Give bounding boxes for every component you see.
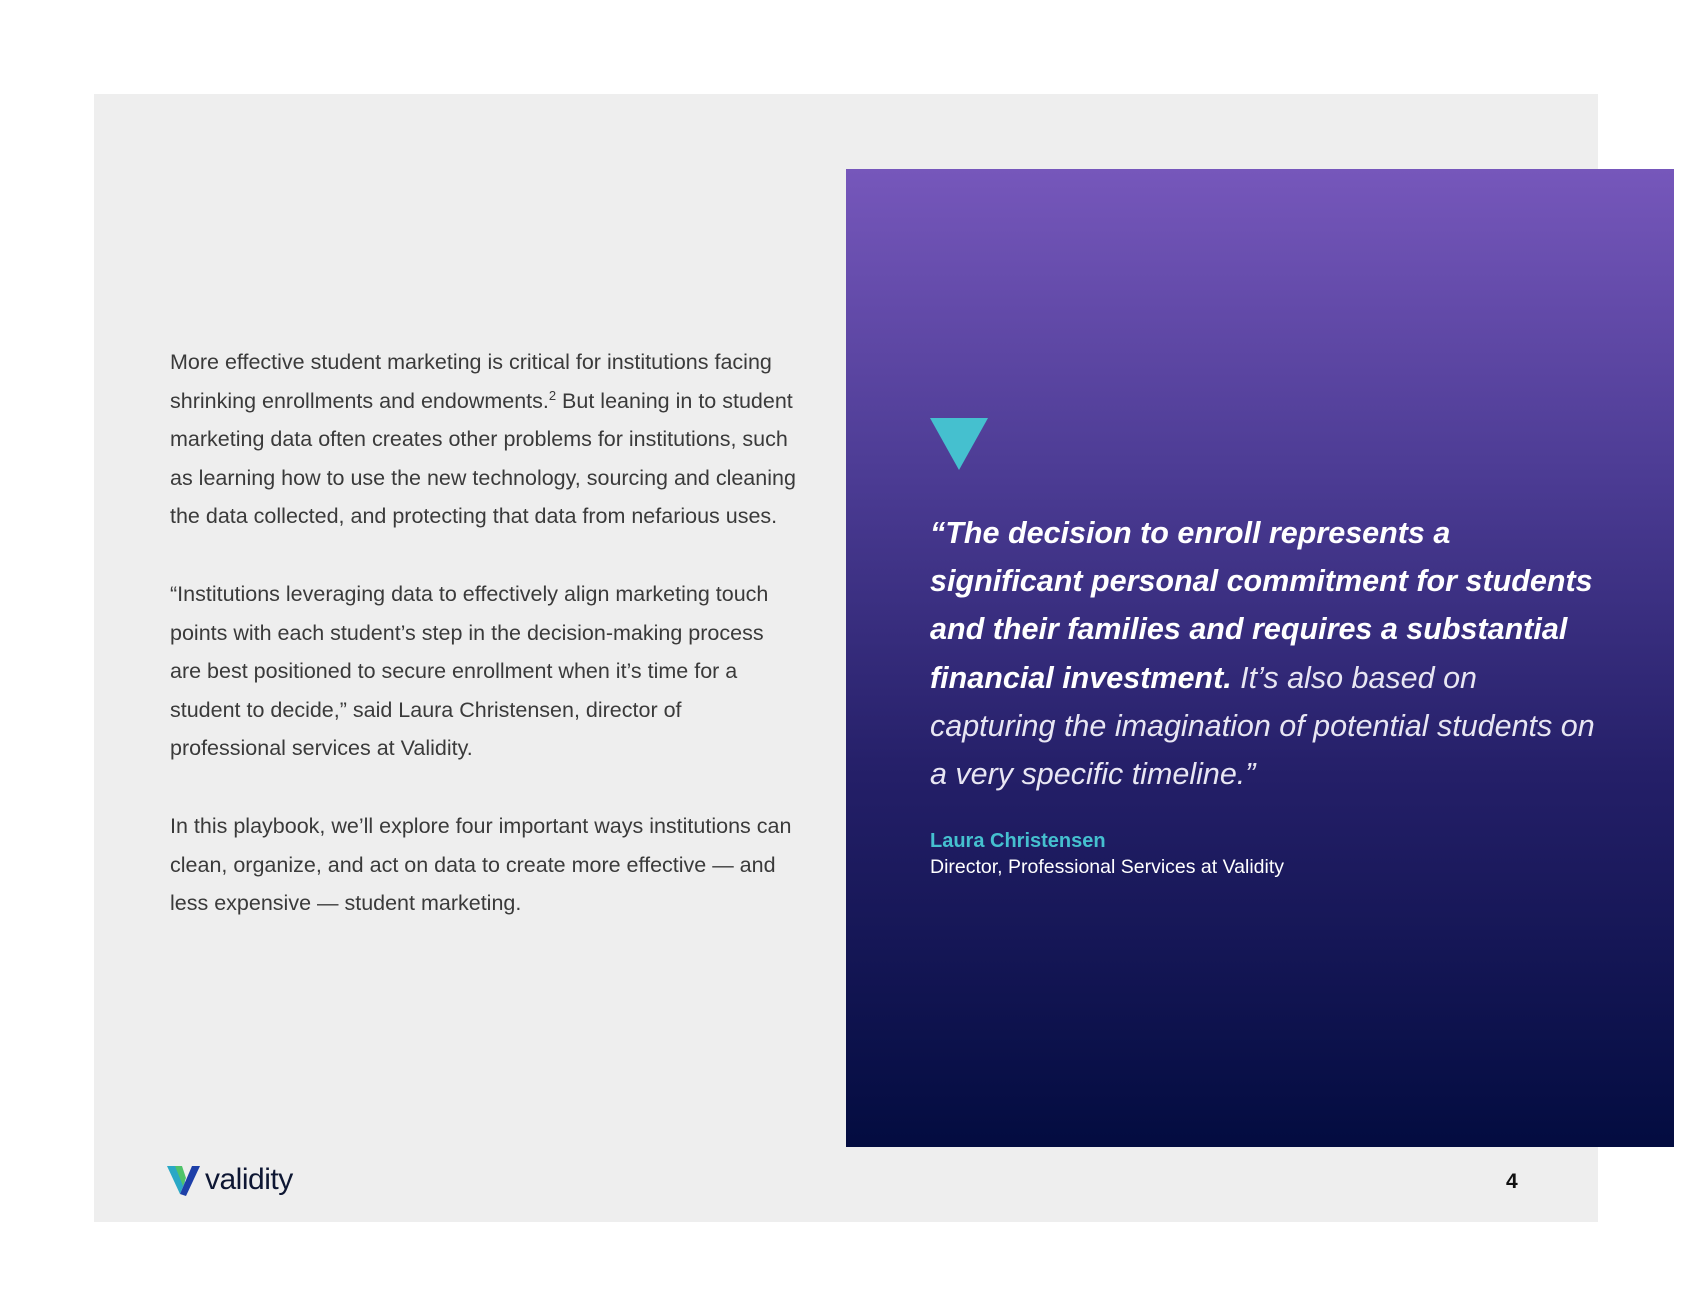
body-paragraph-3: In this playbook, we’ll explore four important ways institutions can clean, organize, and act on data to create more effective — and less expensive — student marketing. — [170, 813, 792, 916]
quote-author-title: Director, Professional Services at Validity — [930, 856, 1285, 878]
pull-quote — [930, 509, 1610, 798]
body-paragraph-2: “Institutions leveraging data to effectively align marketing touch points with each student’s step in the decision-making process are best positioned to secure enrollment when it’s time for a student to decide,” said Laura Christensen, director of professional services at Validity. — [170, 581, 769, 761]
triangle-icon — [930, 418, 988, 470]
quote-card — [846, 169, 1674, 1147]
pull-quote-continuation: It’s also based on capturing the imagination of potential students on a very specific timeline.” — [930, 660, 1595, 792]
page-number: 4 — [1506, 1170, 1518, 1193]
logo-wordmark: validity — [205, 1163, 293, 1196]
body-paragraph-1: More effective student marketing is critical for institutions facing shrinking enrollments and endowments.$^2$ But leaning in to student marketing data often creates other problems for institutions, such as learning how to use the new technology, sourcing and cleaning the data collected, and protecting that data from nefarious uses. — [170, 350, 796, 529]
validity-logo-icon — [167, 1164, 200, 1196]
validity-logo — [167, 1162, 293, 1198]
body-text — [170, 343, 800, 962]
pull-quote-emphasis: “The decision to enroll represents a significant personal commitment for students and their families and requires a substantial financial investment. — [930, 516, 1593, 695]
footnote-ref: 2 — [548, 387, 557, 403]
quote-author-name: Laura Christensen — [930, 830, 1106, 852]
